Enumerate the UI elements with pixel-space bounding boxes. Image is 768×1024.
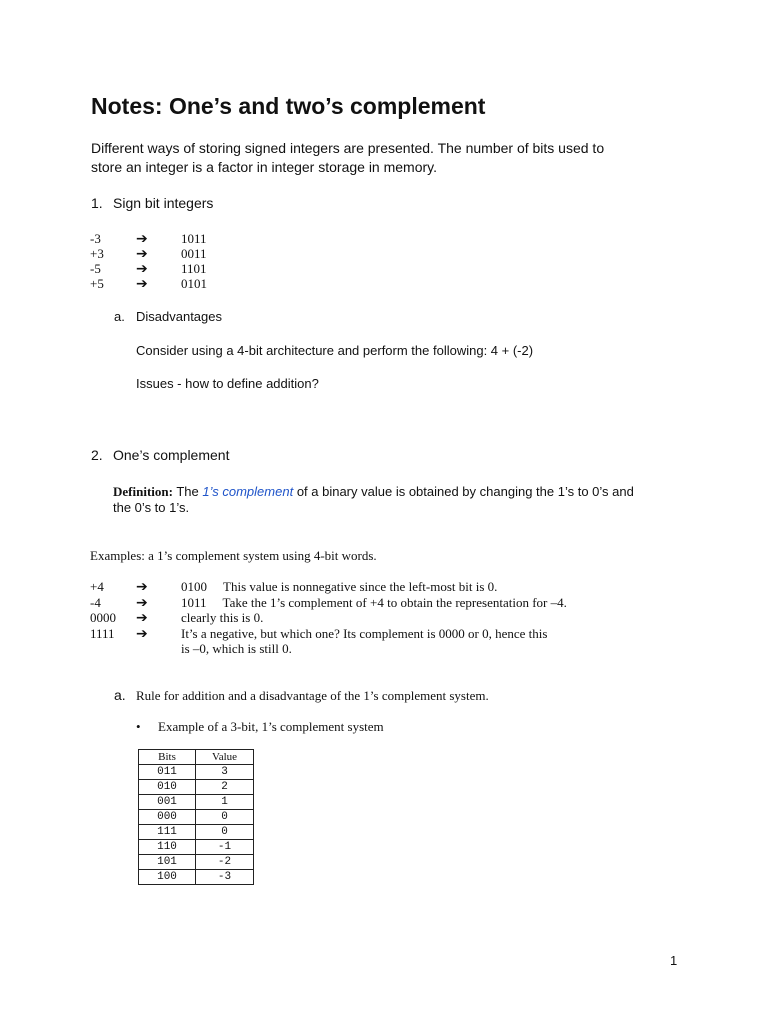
- example-value: -4: [90, 595, 101, 610]
- cell-value: 0: [196, 825, 254, 840]
- bullet-icon: •: [136, 719, 141, 734]
- cell-value: 0: [196, 810, 254, 825]
- right-arrow-icon: ➔: [136, 609, 148, 625]
- right-arrow-icon: ➔: [136, 625, 148, 641]
- cell-bits: 110: [139, 840, 196, 855]
- example-text-continued: is –0, which is still 0.: [181, 641, 292, 656]
- sign-row-bits: 0101: [181, 276, 207, 291]
- definition-term: Definition:: [113, 484, 173, 499]
- cell-bits: 101: [139, 855, 196, 870]
- column-header-value: Value: [196, 750, 254, 765]
- cell-bits: 001: [139, 795, 196, 810]
- sign-row-bits: 1101: [181, 261, 207, 276]
- cell-value: -1: [196, 840, 254, 855]
- table-row: [139, 765, 254, 780]
- example-value: 1111: [90, 626, 115, 641]
- cell-bits: 010: [139, 780, 196, 795]
- ones-complement-term: 1’s complement: [202, 484, 294, 499]
- example-value: 0000: [90, 610, 116, 625]
- sign-row-value: -3: [90, 231, 101, 246]
- cell-bits: 000: [139, 810, 196, 825]
- intro-line-2: store an integer is a factor in integer storage in memory.: [91, 159, 438, 175]
- right-arrow-icon: ➔: [136, 260, 148, 276]
- sub-a-letter: a.: [114, 687, 126, 703]
- table-header-row: [139, 750, 254, 765]
- example-text: 0100 This value is nonnegative since the left-most bit is 0.: [181, 579, 498, 594]
- section-2-heading: One’s complement: [113, 447, 230, 463]
- table-row: [139, 855, 254, 870]
- sign-row-value: +3: [90, 246, 104, 261]
- cell-bits: 100: [139, 870, 196, 885]
- table-row: [139, 825, 254, 840]
- disadvantages-heading: Disadvantages: [136, 309, 222, 324]
- cell-value: -2: [196, 855, 254, 870]
- cell-bits: 111: [139, 825, 196, 840]
- example-text: 1011 Take the 1’s complement of +4 to obtain the representation for –4.: [181, 595, 567, 610]
- table-row: [139, 870, 254, 885]
- sign-row-bits: 1011: [181, 231, 207, 246]
- table-row: [139, 810, 254, 825]
- bullet-text: Example of a 3-bit, 1’s complement system: [158, 719, 384, 734]
- example-text: clearly this is 0.: [181, 610, 264, 625]
- page-number: 1: [670, 953, 678, 968]
- cell-value: -3: [196, 870, 254, 885]
- ones-complement-table: [138, 749, 254, 885]
- addition-rule-heading: Rule for addition and a disadvantage of the 1’s complement system.: [136, 688, 489, 703]
- examples-heading: Examples: a 1’s complement system using 4-bit words.: [90, 548, 377, 563]
- cell-value: 1: [196, 795, 254, 810]
- right-arrow-icon: ➔: [136, 594, 148, 610]
- section-2-number: 2.: [91, 447, 103, 463]
- section-1-number: 1.: [91, 195, 103, 211]
- table-row: [139, 795, 254, 810]
- sign-row-bits: 0011: [181, 246, 207, 261]
- right-arrow-icon: ➔: [136, 275, 148, 291]
- example-text: It’s a negative, but which one? Its complement is 0000 or 0, hence this: [181, 626, 548, 641]
- sign-row-value: -5: [90, 261, 101, 276]
- section-1-heading: Sign bit integers: [113, 195, 214, 211]
- right-arrow-icon: ➔: [136, 245, 148, 261]
- sign-row-value: +5: [90, 276, 104, 291]
- definition-line-1: [113, 484, 634, 500]
- example-value: +4: [90, 579, 104, 594]
- cell-value: 2: [196, 780, 254, 795]
- intro-line-1: Different ways of storing signed integers are presented. The number of bits used to: [91, 140, 605, 156]
- right-arrow-icon: ➔: [136, 578, 148, 594]
- issues-text: Issues - how to define addition?: [136, 376, 319, 391]
- column-header-bits: Bits: [139, 750, 196, 765]
- table-row: [139, 840, 254, 855]
- definition-pre: The: [176, 484, 199, 499]
- definition-post: of a binary value is obtained by changing the 1’s to 0’s and: [296, 484, 634, 499]
- cell-value: 3: [196, 765, 254, 780]
- definition-line-2: the 0’s to 1’s.: [113, 500, 190, 515]
- cell-bits: 011: [139, 765, 196, 780]
- page-title: Notes: One’s and two’s complement: [91, 93, 486, 119]
- disadvantages-text: Consider using a 4-bit architecture and perform the following: 4 + (-2): [136, 343, 534, 358]
- right-arrow-icon: ➔: [136, 230, 148, 246]
- sub-a-letter: a.: [114, 309, 125, 324]
- table-row: [139, 780, 254, 795]
